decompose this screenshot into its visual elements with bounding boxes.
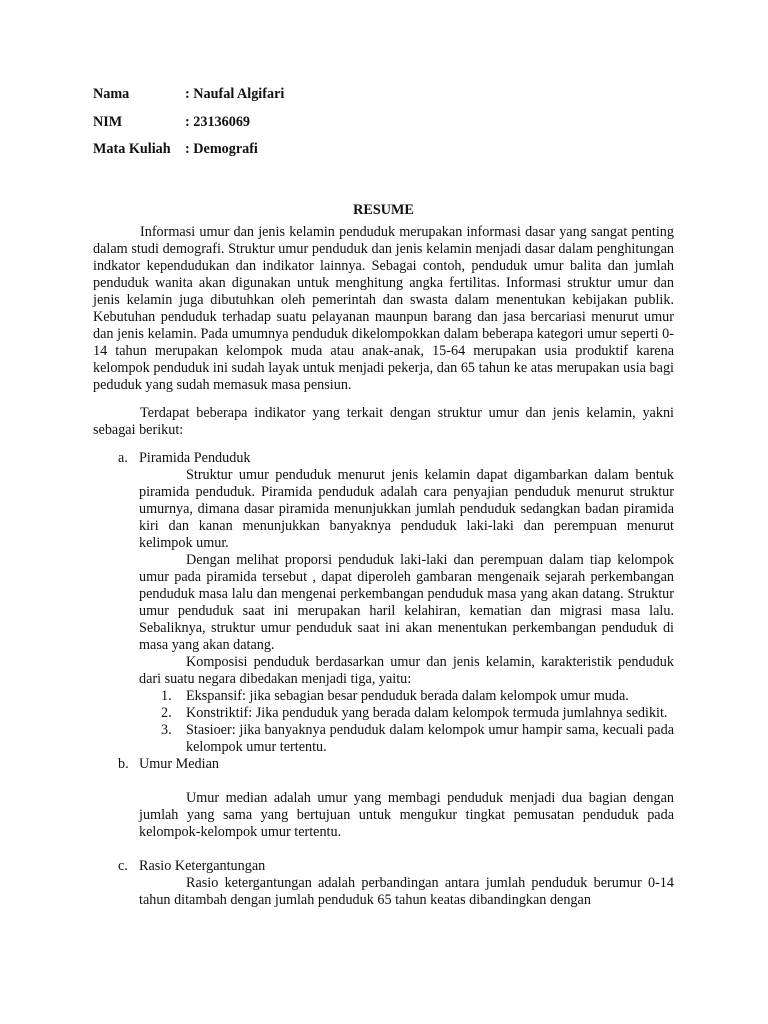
section-rasio-ketergantungan bbox=[93, 858, 674, 909]
section-marker: b. bbox=[118, 755, 129, 772]
document-page bbox=[93, 86, 674, 909]
info-row-nim bbox=[93, 114, 674, 142]
list-item bbox=[139, 688, 674, 705]
section-paragraph: Komposisi penduduk berdasarkan umur dan jenis kelamin, karakteristik penduduk dari suatu negara dibedakan menjadi tiga, yaitu: bbox=[139, 653, 674, 687]
list-number: 1. bbox=[161, 687, 172, 704]
list-text: Konstriktif: Jika penduduk yang berada dalam kelompok termuda jumlahnya sedikit. bbox=[186, 704, 668, 721]
info-row-nama bbox=[93, 86, 674, 114]
document-title: RESUME bbox=[353, 201, 414, 218]
section-marker: a. bbox=[118, 449, 128, 466]
list-number: 2. bbox=[161, 704, 172, 721]
info-label: Mata Kuliah bbox=[93, 141, 171, 157]
section-paragraph: Umur median adalah umur yang membagi penduduk menjadi dua bagian dengan jumlah yang sama yang bertujuan untuk mengukur tingkat pemusatan penduduk pada kelompok-kelompok umur tertentu. bbox=[139, 789, 674, 840]
section-heading: Piramida Penduduk bbox=[139, 449, 251, 466]
section-heading: Umur Median bbox=[139, 755, 219, 772]
section-paragraph: Rasio ketergantungan adalah perbandingan antara jumlah penduduk berumur 0-14 tahun ditambah dengan jumlah penduduk 65 tahun keatas dibandingkan dengan bbox=[139, 874, 674, 908]
section-umur-median bbox=[93, 756, 674, 841]
section-paragraph: Struktur umur penduduk menurut jenis kelamin dapat digambarkan dalam bentuk piramida penduduk. Piramida penduduk adalah cara penyajian penduduk menurut struktur umurnya, dimana dasar piramida menunjukkan jumlah penduduk sedangkan badan piramida kiri dan kanan menunjukkan banyaknya penduduk laki-laki dan perempuan menurut kelimpok umur. bbox=[139, 466, 674, 551]
info-value: : 23136069 bbox=[185, 113, 251, 130]
intro-paragraph: Terdapat beberapa indikator yang terkait dengan struktur umur dan jenis kelamin, yakni sebagai berikut: bbox=[93, 404, 674, 438]
intro-paragraph: Informasi umur dan jenis kelamin penduduk merupakan informasi dasar yang sangat penting dalam studi demografi. Struktur umur penduduk dan jenis kelamin menjadi dasar dalam penghitungan indkator kependudukan dan indikator lainnya. Sebagai contoh, penduduk umur balita dan jumlah penduduk wanita akan digunakan untuk menghitung angka fertilitas. Informasi struktur umur dan jenis kelamin juga dibutuhkan oleh pemerintah dan swasta dalam menentukan kebijakan publik. Kebutuhan penduduk terhadap suatu pelayanan maunpun barang dan jasa bercariasi menurut umur dan jenis kelamin. Pada umumnya penduduk dikelompokkan dalam beberapa kategori umur seperti 0-14 tahun merupakan kelompok muda atau anak-anak, 15-64 merupakan usia produktif karena kelompok penduduk ini sudah layak untuk menjadi pekerja, dan 65 tahun ke atas merupakan usia bagi peduduk yang sudah memasuk masa pensiun. bbox=[93, 223, 674, 393]
list-item bbox=[139, 722, 674, 756]
info-label: Nama bbox=[93, 86, 130, 102]
info-value: : Naufal Algifari bbox=[185, 86, 285, 102]
section-heading: Rasio Ketergantungan bbox=[139, 857, 266, 874]
list-text: Ekspansif: jika sebagian besar penduduk berada dalam kelompok umur muda. bbox=[186, 687, 629, 704]
list-text: Stasioer: jika banyaknya penduduk dalam kelompok umur hampir sama, kecuali pada kelompok umur tertentu. bbox=[186, 721, 674, 755]
student-info bbox=[93, 86, 674, 169]
list-item bbox=[139, 705, 674, 722]
info-row-mata-kuliah bbox=[93, 141, 674, 169]
info-label: NIM bbox=[93, 113, 123, 130]
section-piramida-penduduk bbox=[93, 450, 674, 756]
info-value: : Demografi bbox=[185, 141, 258, 157]
list-number: 3. bbox=[161, 721, 172, 738]
pyramid-type-list bbox=[139, 688, 674, 756]
section-paragraph: Dengan melihat proporsi penduduk laki-laki dan perempuan dalam tiap kelompok umur pada piramida tersebut , dapat diperoleh gambaran mengenaik sejarah perkembangan penduduk masa lalu dan mengenai perkembangan penduduk masa yang akan datang. Struktur umur penduduk saat ini merupakan haril kelahiran, kematian dan migrasi masa lalu. Sebaliknya, struktur umur penduduk saat ini akan menentukan perkembangan penduduk di masa yang akan datang. bbox=[139, 551, 674, 653]
section-marker: c. bbox=[118, 857, 128, 874]
